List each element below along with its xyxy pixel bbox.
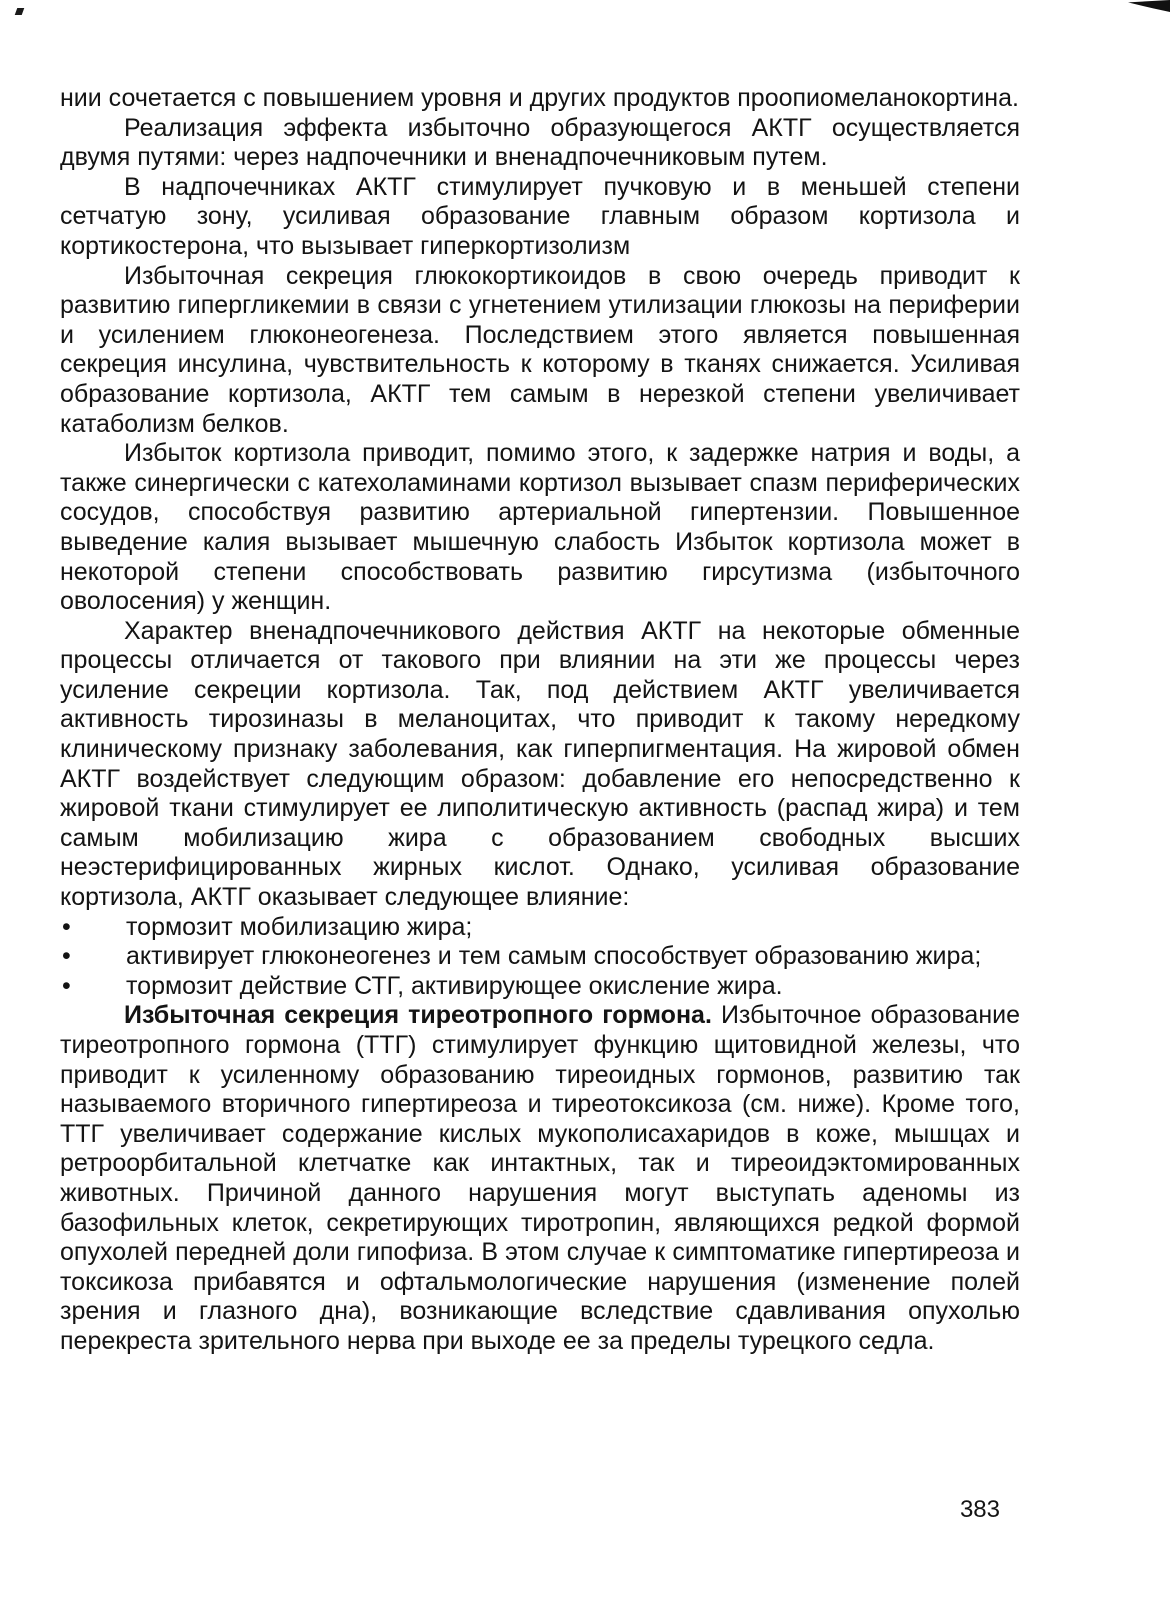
section-paragraph — [60, 1001, 1020, 1356]
bullet-marker: • — [62, 912, 71, 941]
list-item-text: тормозит действие СТГ, активирующее окисление жира. — [126, 971, 783, 1000]
list-item-text: тормозит мобилизацию жира; — [126, 912, 473, 941]
list-item — [60, 942, 1020, 972]
page-number: 383 — [959, 1496, 1000, 1523]
list-item — [60, 972, 1020, 1002]
paragraph-3: В надпочечниках АКТГ стимулирует пучковую и в меньшей степени сетчатую зону, усиливая образование главным образом кортизола и кортикостерона, что вызывает гиперкортизолизм — [60, 172, 1020, 260]
page-body — [60, 84, 1020, 1357]
bullet-marker: • — [62, 942, 71, 971]
bullet-list — [60, 913, 1020, 1002]
scan-mark-top-left — [15, 8, 25, 15]
paragraph-2: Реализация эффекта избыточно образующегося АКТГ осуществляется двумя путями: через надпочечники и вненадпочечниковым путем. — [60, 113, 1020, 172]
list-item-text: активирует глюконеогенез и тем самым способствует образованию жира; — [126, 942, 982, 971]
bullet-marker: • — [62, 971, 71, 1000]
paragraph-6: Характер вненадпочечникового действия АКТГ на некоторые обменные процессы отличается от такового при влиянии на эти же процессы через усиление секреции кортизола. Так, под действием АКТГ увеличивается активность тирозиназы в меланоцитах, что приводит к такому нередкому клиническому признаку заболевания, как гиперпигментация. На жировой обмен АКТГ воздействует следующим образом: добавление его непосредственно к жировой ткани стимулирует ее липолитическую активность (распад жира) и тем самым мобилизацию жира с образованием свободных высших неэстерифицированных жирных кислот. Однако, усиливая образование кортизола, АКТГ оказывает следующее влияние: — [60, 616, 1020, 912]
section-text: Избыточное образование тиреотропного гормона (ТТГ) стимулирует функцию щитовидной железы, что приводит к усиленному образованию тиреоидных гормонов, развитию так называемого вторичного гипертиреоза и тиреотоксикоза (см. ниже). Кроме того, ТТГ увеличивает содержание кислых мукополисахаридов в коже, мышцах и ретроорбитальной клетчатке как интактных, так и тиреоидэктомированных животных. Причиной данного нарушения могут выступать аденомы из базофильных клеток, секретирующих тиротропин, являющихся редкой формой опухолей передней доли гипофиза. В этом случае к симптоматике гипертиреоза и токсикоза прибавятся и офтальмологические нарушения (изменение полей зрения и глазного дна), возникающие вследствие сдавливания опухолью перекреста зрительного нерва при выходе ее за пределы турецкого седла. — [60, 1001, 1020, 1355]
section-heading: Избыточная секреция тиреотропного гормона. — [124, 1001, 712, 1030]
paragraph-4: Избыточная секреция глюкокортикоидов в свою очередь приводит к развитию гипергликемии в связи с угнетением утилизации глюкозы на периферии и усилением глюконеогенеза. Последствием этого является повышенная секреция инсулина, чувствительность к которому в тканях снижается. Усиливая образование кортизола, АКТГ тем самым в нерезкой степени увеличивает катаболизм белков. — [60, 261, 1020, 438]
list-item — [60, 913, 1020, 943]
paragraph-1: нии сочетается с повышением уровня и других продуктов проопиомеланокортина. — [60, 84, 1019, 112]
scan-mark-top-right — [1128, 0, 1170, 12]
paragraph-5: Избыток кортизола приводит, помимо этого, к задержке натрия и воды, а также синергически с катехоламинами кортизол вызывает спазм периферических сосудов, способствуя развитию артериальной гипертензии. Повышенное выведение калия вызывает мышечную слабость Избыток кортизола может в некоторой степени способствовать развитию гирсутизма (избыточного оволосения) у женщин. — [60, 439, 1020, 616]
